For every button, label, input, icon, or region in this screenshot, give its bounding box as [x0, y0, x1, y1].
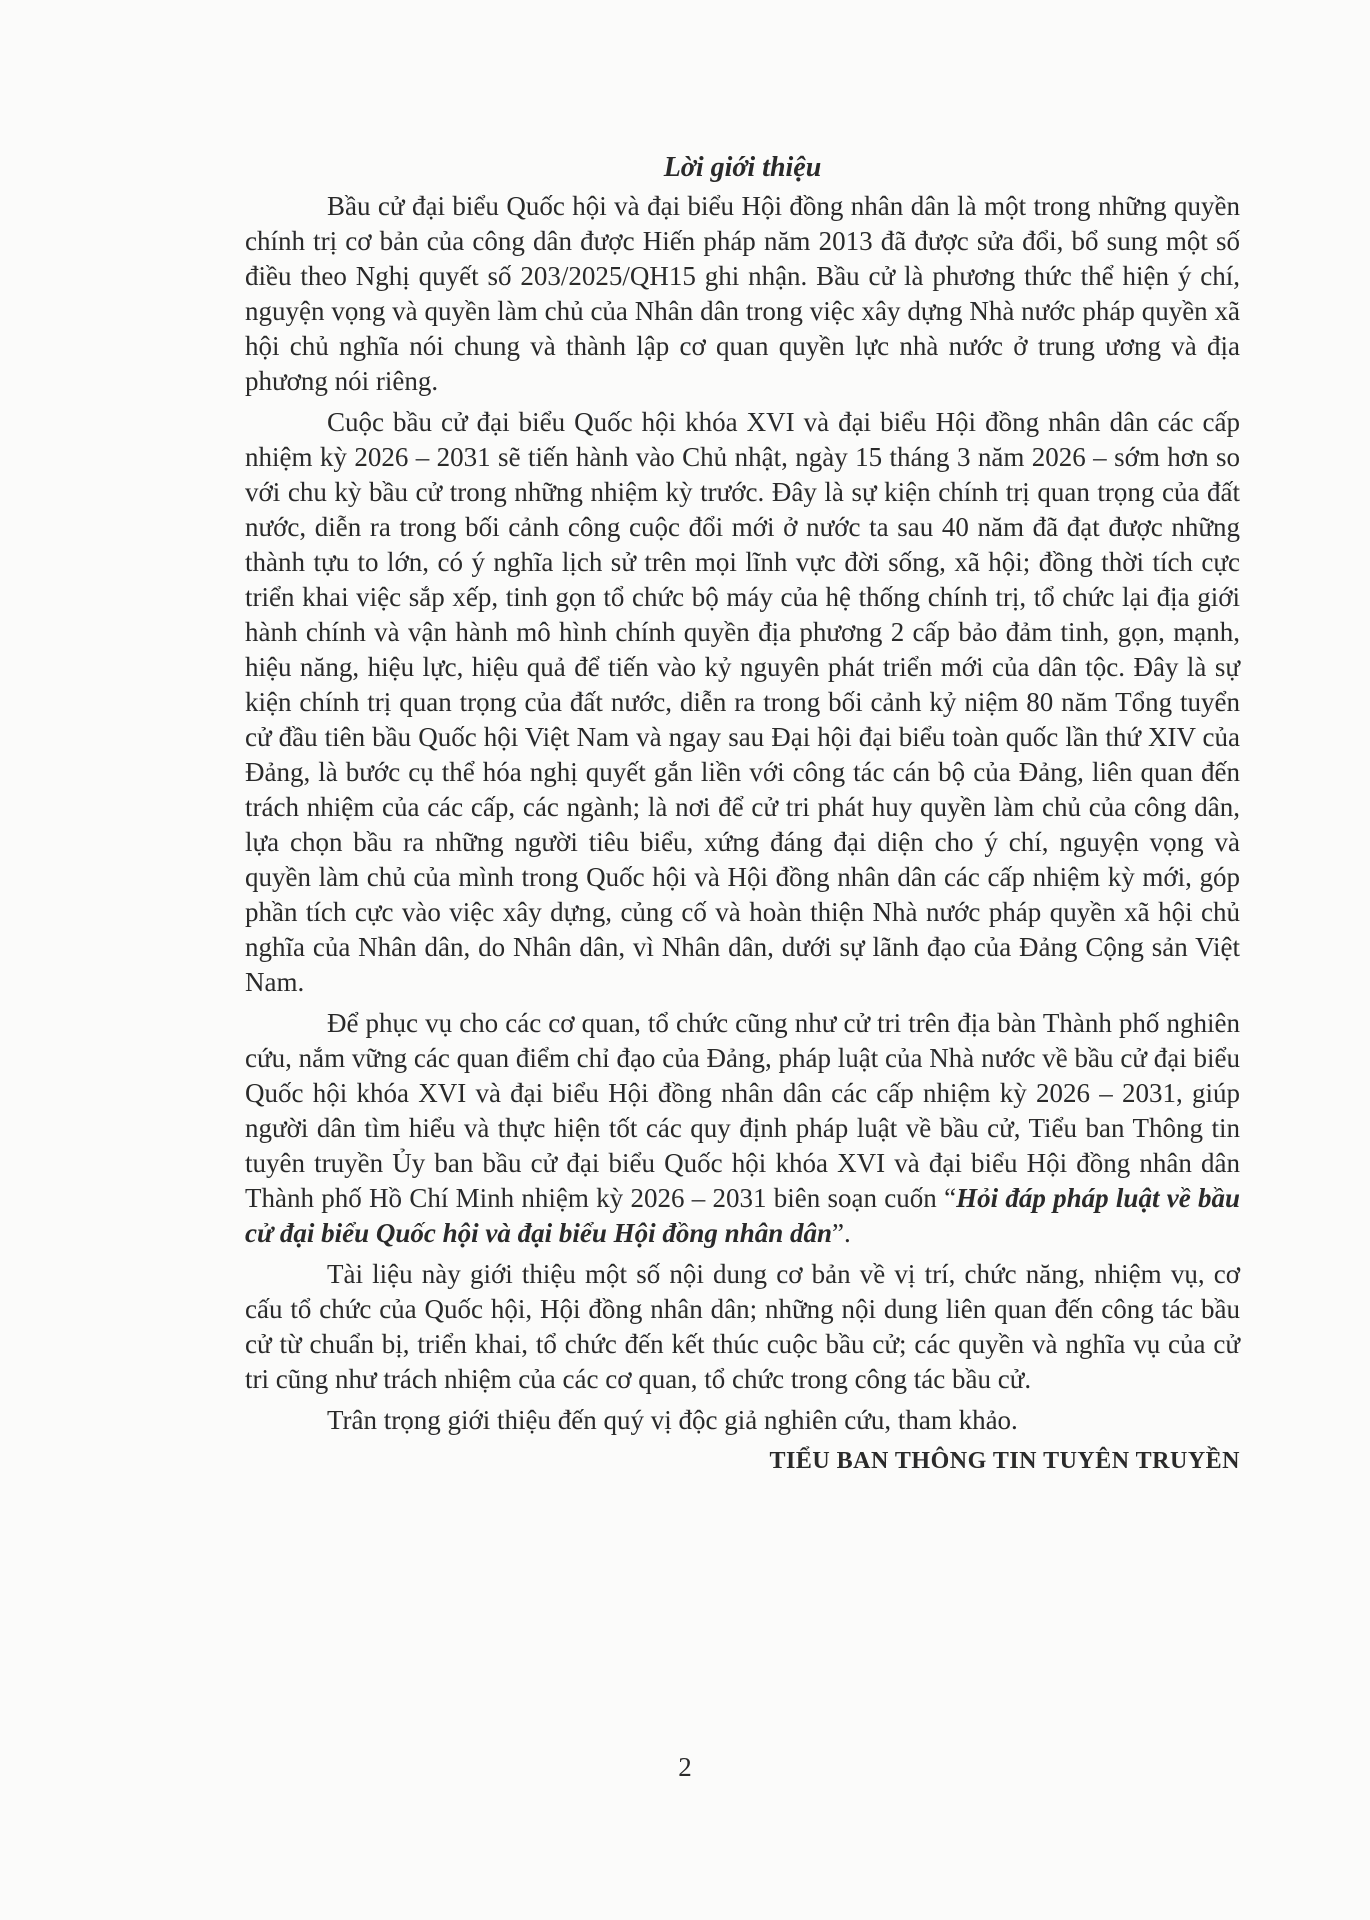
page-number: 2 [678, 1752, 692, 1782]
intro-paragraph-2: Cuộc bầu cử đại biểu Quốc hội khóa XVI và đại biểu Hội đồng nhân dân các cấp nhiệm kỳ 2026 – 2031 sẽ tiến hành vào Chủ nhật, ngày 15 tháng 3 năm 2026 – sớm hơn so với chu kỳ bầu cử trong những nhiệm kỳ trước. Đây là sự kiện chính trị quan trọng của đất nước, diễn ra trong bối cảnh công cuộc đổi mới ở nước ta sau 40 năm đã đạt được những thành tựu to lớn, có ý nghĩa lịch sử trên mọi lĩnh vực đời sống, xã hội; đồng thời tích cực triển khai việc sắp xếp, tinh gọn tổ chức bộ máy của hệ thống chính trị, tổ chức lại địa giới hành chính và vận hành mô hình chính quyền địa phương 2 cấp bảo đảm tinh, gọn, mạnh, hiệu năng, hiệu lực, hiệu quả để tiến vào kỷ nguyên phát triển mới của dân tộc. Đây là sự kiện chính trị quan trọng của đất nước, diễn ra trong bối cảnh kỷ niệm 80 năm Tổng tuyển cử đầu tiên bầu Quốc hội Việt Nam và ngay sau Đại hội đại biểu toàn quốc lần thứ XIV của Đảng, là bước cụ thể hóa nghị quyết gắn liền với công tác cán bộ của Đảng, liên quan đến trách nhiệm của các cấp, các ngành; là nơi để cử tri phát huy quyền làm chủ của công dân, lựa chọn bầu ra những người tiêu biểu, xứng đáng đại diện cho ý chí, nguyện vọng và quyền làm chủ của mình trong Quốc hội và Hội đồng nhân dân các cấp nhiệm kỳ mới, góp phần tích cực vào việc xây dựng, củng cố và hoàn thiện Nhà nước pháp quyền xã hội chủ nghĩa của Nhân dân, do Nhân dân, vì Nhân dân, dưới sự lãnh đạo của Đảng Cộng sản Việt Nam. [245, 407, 1240, 997]
intro-paragraph-1: Bầu cử đại biểu Quốc hội và đại biểu Hội đồng nhân dân là một trong những quyền chính trị cơ bản của công dân được Hiến pháp năm 2013 đã được sửa đổi, bổ sung một số điều theo Nghị quyết số 203/2025/QH15 ghi nhận. Bầu cử là phương thức thể hiện ý chí, nguyện vọng và quyền làm chủ của Nhân dân trong việc xây dựng Nhà nước pháp quyền xã hội chủ nghĩa nói chung và thành lập cơ quan quyền lực nhà nước ở trung ương và địa phương nói riêng. [245, 191, 1240, 396]
intro-paragraph-3 [245, 1006, 1240, 1251]
intro-paragraph-4: Tài liệu này giới thiệu một số nội dung cơ bản về vị trí, chức năng, nhiệm vụ, cơ cấu tổ chức của Quốc hội, Hội đồng nhân dân; những nội dung liên quan đến công tác bầu cử từ chuẩn bị, triển khai, tổ chức đến kết thúc cuộc bầu cử; các quyền và nghĩa vụ của cử tri cũng như trách nhiệm của các cơ quan, tổ chức trong công tác bầu cử. [245, 1259, 1240, 1394]
document-page [245, 150, 1240, 1479]
document-title: Lời giới thiệu [663, 152, 822, 183]
signature: TIỂU BAN THÔNG TIN TUYÊN TRUYỀN [769, 1448, 1240, 1474]
intro-paragraph-5: Trân trọng giới thiệu đến quý vị độc giả nghiên cứu, tham khảo. [327, 1405, 1018, 1435]
paragraph-3-text-after: ”. [832, 1218, 851, 1248]
paragraph-3-text-before: Để phục vụ cho các cơ quan, tổ chức cũng như cử tri trên địa bàn Thành phố nghiên cứu, nắm vững các quan điểm chỉ đạo của Đảng, pháp luật của Nhà nước về bầu cử đại biểu Quốc hội khóa XVI và đại biểu Hội đồng nhân dân các cấp nhiệm kỳ 2026 – 2031, giúp người dân tìm hiểu và thực hiện tốt các quy định pháp luật về bầu cử, Tiểu ban Thông tin tuyên truyền Ủy ban bầu cử đại biểu Quốc hội khóa XVI và đại biểu Hội đồng nhân dân Thành phố Hồ Chí Minh nhiệm kỳ 2026 – 2031 biên soạn cuốn “ [245, 1008, 1240, 1213]
book-title: Hỏi đáp pháp luật về bầu cử đại biểu Quốc hội và đại biểu Hội đồng nhân dân [245, 1183, 1240, 1248]
